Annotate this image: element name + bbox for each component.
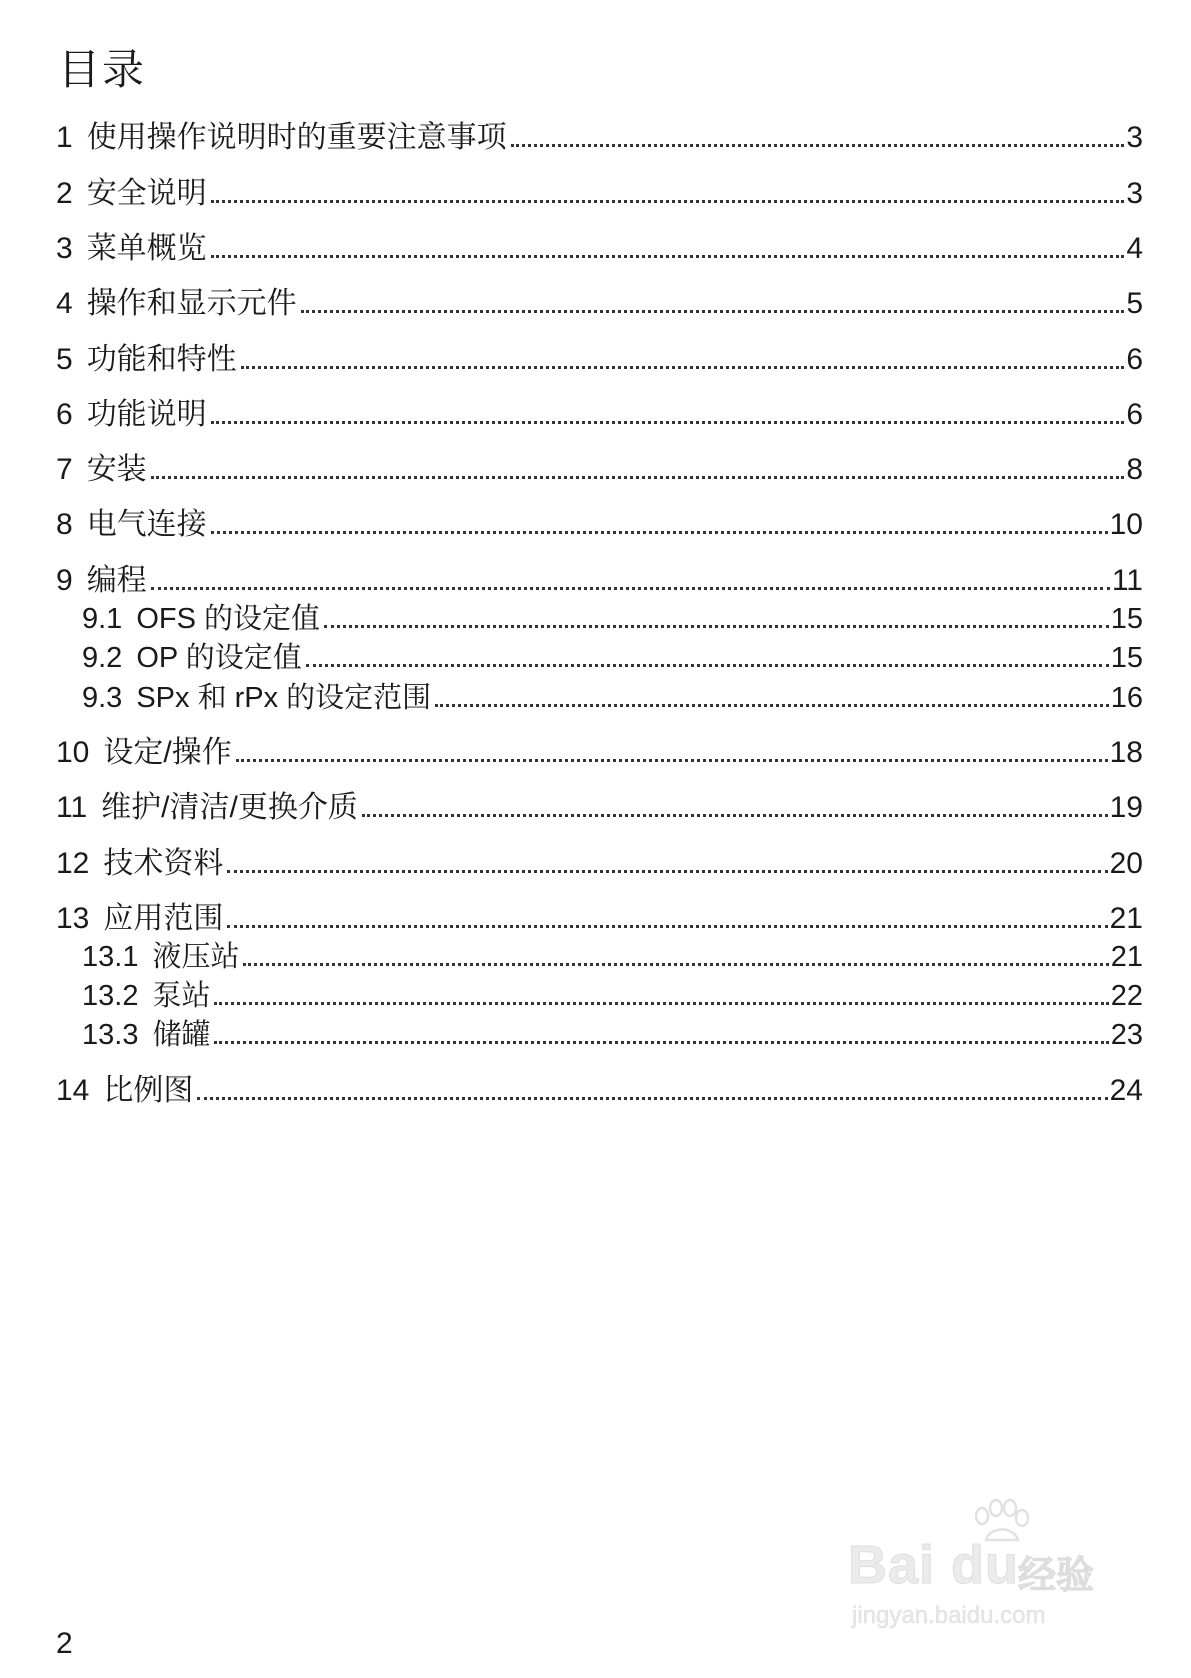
toc-entry[interactable] — [56, 899, 1143, 939]
toc-entry-label: 安装 — [86, 453, 147, 486]
toc-entry[interactable] — [56, 174, 1143, 214]
toc-dot-leader — [214, 1001, 1108, 1005]
watermark-url: jingyan.baidu.com — [852, 1602, 1046, 1629]
toc-entry-page: 16 — [1110, 682, 1143, 714]
toc-entry-label: 编程 — [86, 564, 147, 597]
toc-entry[interactable] — [82, 937, 1143, 977]
toc-dot-leader — [211, 254, 1125, 258]
toc-entry-number: 9.3 — [82, 682, 123, 714]
toc-entry[interactable] — [82, 678, 1143, 718]
toc-dot-leader — [301, 309, 1125, 313]
toc-entry-label: 安全说明 — [86, 177, 207, 210]
toc-entry[interactable] — [56, 340, 1143, 380]
toc-entry[interactable] — [82, 1015, 1143, 1055]
toc-entry-page: 18 — [1109, 736, 1143, 769]
toc-entry[interactable] — [56, 505, 1143, 545]
toc-dot-leader — [211, 420, 1125, 424]
toc-entry[interactable] — [56, 284, 1143, 324]
toc-entry[interactable] — [56, 450, 1143, 490]
toc-entry[interactable] — [82, 976, 1143, 1016]
toc-entry[interactable] — [56, 733, 1143, 773]
toc-entry-number: 4 — [56, 287, 73, 320]
toc-entry-label: 技术资料 — [103, 847, 224, 880]
toc-entry-page: 21 — [1110, 941, 1143, 973]
toc-entry-number: 9.1 — [82, 603, 123, 635]
toc-entry-page: 19 — [1109, 791, 1143, 824]
toc-entry[interactable] — [56, 118, 1143, 158]
toc-entry-label: 比例图 — [103, 1074, 194, 1107]
toc-entry-label: 应用范围 — [103, 902, 224, 935]
watermark-brand: Bai du — [848, 1535, 1020, 1595]
toc-entry-label: 使用操作说明时的重要注意事项 — [86, 121, 507, 154]
toc-dot-leader — [241, 365, 1125, 369]
toc-dot-leader — [151, 475, 1125, 479]
toc-dot-leader — [211, 199, 1125, 203]
toc-entry[interactable] — [56, 844, 1143, 884]
toc-dot-leader — [236, 758, 1108, 762]
toc-entry[interactable] — [56, 1071, 1143, 1111]
toc-entry-page: 5 — [1126, 287, 1143, 320]
toc-entry[interactable] — [56, 229, 1143, 269]
toc-dot-leader — [511, 143, 1125, 147]
toc-entry-number: 2 — [56, 177, 73, 210]
toc-entry-number: 11 — [56, 791, 88, 824]
toc-entry-page: 21 — [1109, 902, 1143, 935]
toc-entry[interactable] — [82, 599, 1143, 639]
toc-entry-number: 13 — [56, 902, 90, 935]
page-number: 2 — [56, 1627, 73, 1660]
toc-dot-leader — [243, 962, 1108, 966]
toc-entry-page: 11 — [1111, 564, 1143, 597]
toc-entry-label: SPx 和 rPx 的设定范围 — [136, 682, 432, 714]
toc-entry-label: 电气连接 — [86, 508, 207, 541]
toc-entry[interactable] — [56, 788, 1143, 828]
toc-entry-label: 功能说明 — [86, 398, 207, 431]
toc-entry-label: 操作和显示元件 — [86, 287, 297, 320]
toc-entry-page: 3 — [1126, 121, 1143, 154]
toc-entry[interactable] — [82, 638, 1143, 678]
toc-entry[interactable] — [56, 395, 1143, 435]
toc-entry-number: 14 — [56, 1074, 90, 1107]
toc-entry-label: OFS 的设定值 — [136, 603, 320, 635]
toc-dot-leader — [214, 1040, 1108, 1044]
toc-entry-page: 4 — [1126, 232, 1143, 265]
toc-dot-leader — [435, 703, 1109, 707]
toc-entry-number: 5 — [56, 343, 73, 376]
toc-entry-label: 设定/操作 — [103, 736, 232, 769]
toc-entry-number: 6 — [56, 398, 73, 431]
toc-entry-label: OP 的设定值 — [136, 642, 302, 674]
toc-entry[interactable] — [56, 561, 1143, 601]
toc-entry-page: 24 — [1109, 1074, 1143, 1107]
toc-entry-number: 9.2 — [82, 642, 123, 674]
page-title: 目录 — [58, 46, 147, 93]
toc-entry-page: 6 — [1126, 398, 1143, 431]
toc-entry-number: 13.3 — [82, 1019, 139, 1051]
watermark-subtitle: 经验 — [1018, 1555, 1095, 1597]
toc-entry-page: 15 — [1110, 603, 1143, 635]
toc-dot-leader — [227, 924, 1107, 928]
toc-entry-number: 10 — [56, 736, 90, 769]
toc-entry-number: 3 — [56, 232, 73, 265]
toc-entry-number: 13.2 — [82, 980, 139, 1012]
toc-dot-leader — [151, 586, 1110, 590]
toc-dot-leader — [197, 1096, 1107, 1100]
toc-entry-number: 9 — [56, 564, 73, 597]
toc-dot-leader — [211, 530, 1108, 534]
toc-entry-page: 22 — [1110, 980, 1143, 1012]
toc-entry-label: 储罐 — [152, 1019, 211, 1051]
toc-entry-label: 功能和特性 — [86, 343, 237, 376]
toc-entry-page: 6 — [1126, 343, 1143, 376]
watermark — [848, 1498, 1148, 1638]
toc-entry-label: 泵站 — [152, 980, 211, 1012]
toc-dot-leader — [306, 663, 1109, 667]
toc-dot-leader — [324, 624, 1109, 628]
toc-entry-page: 20 — [1109, 847, 1143, 880]
toc-entry-number: 13.1 — [82, 941, 139, 973]
toc-entry-page: 10 — [1109, 508, 1143, 541]
toc-entry-number: 12 — [56, 847, 90, 880]
toc-entry-page: 3 — [1126, 177, 1143, 210]
toc-entry-label: 维护/清洁/更换介质 — [101, 791, 358, 824]
toc-entry-number: 1 — [56, 121, 73, 154]
toc-dot-leader — [362, 813, 1108, 817]
toc-entry-label: 菜单概览 — [86, 232, 207, 265]
toc-entry-page: 8 — [1126, 453, 1143, 486]
toc-entry-number: 7 — [56, 453, 73, 486]
toc-entry-label: 液压站 — [152, 941, 240, 973]
toc-dot-leader — [227, 869, 1107, 873]
toc-entry-page: 23 — [1110, 1019, 1143, 1051]
toc-entry-number: 8 — [56, 508, 73, 541]
toc-entry-page: 15 — [1110, 642, 1143, 674]
